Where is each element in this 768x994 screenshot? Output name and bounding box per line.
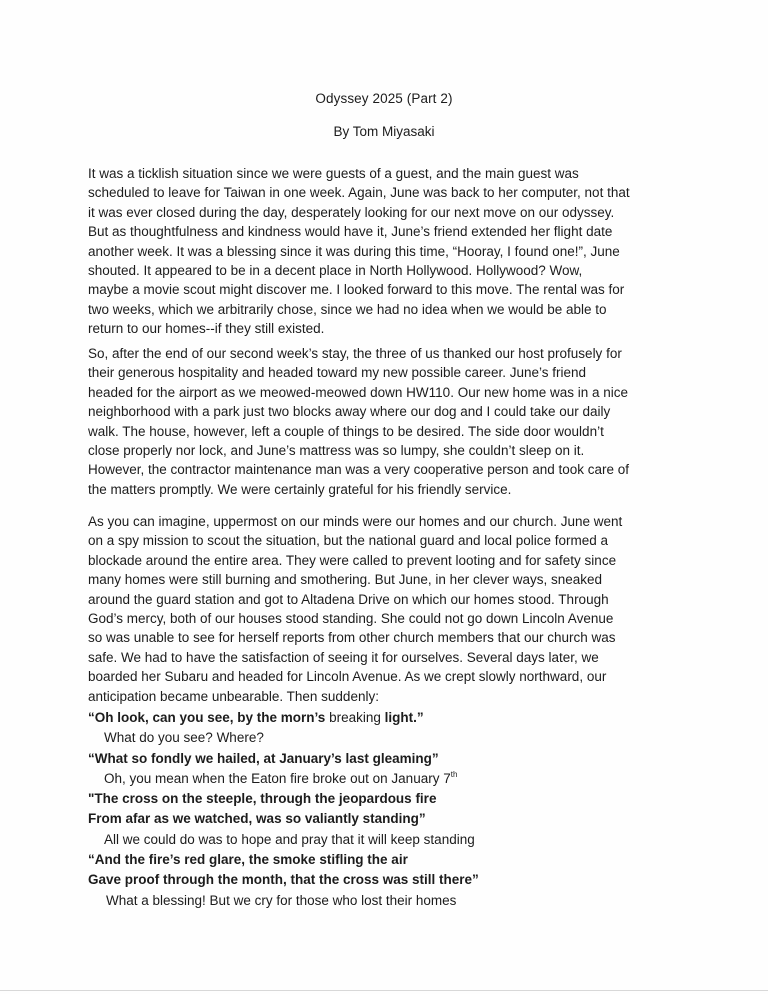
text-line: close properly nor lock, and June’s mattress was so lumpy, she couldn’t sleep on it. — [88, 443, 585, 459]
reply-line: What a blessing! But we cry for those who lost their homes — [106, 892, 457, 908]
text-line: neighborhood with a park just two blocks away where our dog and I could take our daily — [88, 404, 611, 420]
poem-line-part: breaking — [325, 710, 385, 725]
poem-line-part: “Oh look, can you see, by the morn’s — [88, 710, 326, 725]
poem-line: Gave proof through the month, that the cross was still there” — [88, 872, 479, 888]
text-line: As you can imagine, uppermost on our minds were our homes and our church. June went — [88, 514, 623, 529]
text-line: It was a ticklish situation since we were guests of a guest, and the main guest was — [88, 166, 579, 181]
text-line: blockade around the entire area. They were called to prevent looting and for safety since — [88, 552, 617, 568]
reply-line: All we could do was to hope and pray that it will keep standing — [104, 831, 475, 847]
text-line: many homes were still burning and smothering. But June, in her clever ways, sneaked — [88, 572, 603, 588]
text-line: maybe a movie scout might discover me. I looked forward to this move. The rental was for — [88, 282, 625, 298]
ordinal-suffix: th — [450, 769, 458, 779]
poem-line: From afar as we watched, was so valiantly standing” — [88, 811, 426, 827]
text-line: However, the contractor maintenance man was a very cooperative person and took care of — [88, 462, 630, 478]
text-line: scheduled to leave for Taiwan in one week. Again, June was back to her computer, not that — [88, 185, 630, 201]
text-line: their generous hospitality and headed toward my new possible career. June’s friend — [88, 365, 587, 381]
paragraph-2 — [88, 344, 698, 499]
text-line: on a spy mission to scout the situation, but the national guard and local police formed a — [88, 533, 609, 549]
text-line: shouted. It appeared to be in a decent place in North Hollywood. Hollywood? Wow, — [88, 263, 583, 279]
text-line: headed for the airport as we meowed-meowed down HW110. Our new home was in a nice — [88, 384, 629, 400]
poem-line-part: light.” — [384, 710, 424, 725]
text-line: God’s mercy, both of our houses stood standing. She could not go down Lincoln Avenue — [88, 611, 614, 627]
poem-line — [88, 708, 708, 728]
text-line: so was unable to see for herself reports from other church members that our church was — [88, 630, 616, 646]
text-line: But as thoughtfulness and kindness would have it, June’s friend extended her flight date — [88, 224, 613, 240]
reply-line — [88, 769, 708, 789]
document-byline: By Tom Miyasaki — [333, 124, 435, 139]
poem-line: “What so fondly we hailed, at January’s last gleaming” — [88, 750, 439, 766]
text-line: return to our homes--if they still existed. — [88, 321, 325, 337]
text-line: it was ever closed during the day, desperately looking for our next move on our odyssey. — [88, 204, 615, 220]
paragraph-3 — [88, 512, 698, 706]
text-line: the matters promptly. We were certainly grateful for his friendly service. — [88, 481, 512, 497]
reply-line-text: Oh, you mean when the Eaton fire broke out on January 7 — [104, 770, 451, 786]
poem-line: "The cross on the steeple, through the jeopardous fire — [88, 791, 437, 807]
text-line: safe. We had to have the satisfaction of seeing it for ourselves. Several days later, we — [88, 649, 599, 665]
text-line: anticipation became unbearable. Then suddenly: — [88, 688, 379, 704]
text-line: around the guard station and got to Altadena Drive on which our homes stood. Through — [88, 591, 609, 607]
paragraph-1 — [88, 164, 698, 339]
text-line: two weeks, which we arbitrarily chose, since we had no idea when we would be able to — [88, 301, 607, 317]
text-line: walk. The house, however, left a couple of things to be desired. The side door wouldn’t — [88, 423, 604, 439]
poem-line: “And the fire’s red glare, the smoke stifling the air — [88, 852, 408, 868]
reply-line: What do you see? Where? — [104, 730, 264, 746]
text-line: another week. It was a blessing since it was during this time, “Hooray, I found one!”, June — [88, 243, 620, 259]
text-line: So, after the end of our second week’s stay, the three of us thanked our host profusely for — [88, 346, 622, 361]
document-title: Odyssey 2025 (Part 2) — [315, 91, 453, 106]
poem-dialogue — [88, 708, 708, 911]
text-line: boarded her Subaru and headed for Lincoln Avenue. As we crept slowly northward, our — [88, 669, 607, 685]
page-edge-divider — [0, 990, 768, 991]
